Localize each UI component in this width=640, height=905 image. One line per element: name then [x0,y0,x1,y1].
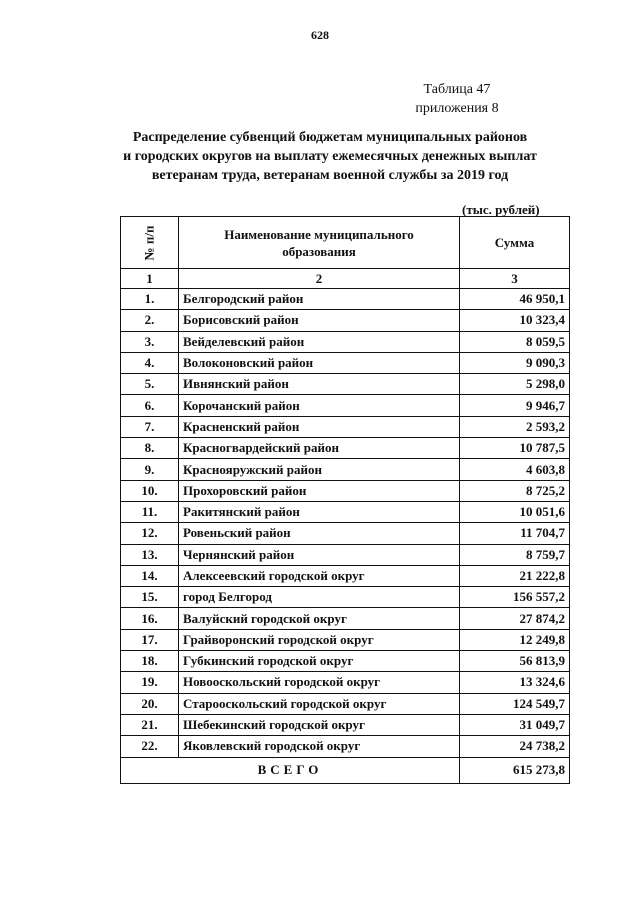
row-number: 8. [121,438,179,459]
total-row [121,757,570,783]
row-number: 4. [121,352,179,373]
row-sum: 156 557,2 [460,587,570,608]
row-number: 22. [121,736,179,757]
table-row [121,587,570,608]
row-name: Новооскольский городской округ [179,672,460,693]
row-sum: 11 704,7 [460,523,570,544]
row-name: Волоконовский район [179,352,460,373]
table-row [121,714,570,735]
column-index-row [121,269,570,289]
row-number: 14. [121,565,179,586]
header-name [179,217,460,269]
table-caption-appendix: приложения 8 [415,101,499,116]
row-number: 6. [121,395,179,416]
row-sum: 9 946,7 [460,395,570,416]
row-number: 17. [121,629,179,650]
table-row [121,693,570,714]
column-index: 2 [179,269,460,289]
table-row [121,608,570,629]
document-title-line: и городских округов на выплату ежемесячных денежных выплат [123,149,537,164]
row-name: Красненский район [179,416,460,437]
table-row [121,459,570,480]
table-row [121,565,570,586]
row-number: 10. [121,480,179,501]
row-number: 3. [121,331,179,352]
row-name: Вейделевский район [179,331,460,352]
row-sum: 12 249,8 [460,629,570,650]
table-row [121,310,570,331]
header-name-line: образования [282,243,356,259]
row-number: 5. [121,374,179,395]
row-name: город Белгород [179,587,460,608]
row-number: 11. [121,501,179,522]
document-title-line: ветеранам труда, ветеранам военной службы за 2019 год [151,168,509,183]
table-row [121,501,570,522]
row-name: Шебекинский городской округ [179,714,460,735]
row-name: Грайворонский городской округ [179,629,460,650]
row-sum: 5 298,0 [460,374,570,395]
row-sum: 8 725,2 [460,480,570,501]
table-row [121,331,570,352]
row-number: 13. [121,544,179,565]
table-row [121,523,570,544]
column-index: 3 [460,269,570,289]
row-name: Краснояружский район [179,459,460,480]
row-number: 2. [121,310,179,331]
row-sum: 10 051,6 [460,501,570,522]
subvention-table [120,216,570,784]
table-row [121,416,570,437]
row-name: Яковлевский городской округ [179,736,460,757]
total-sum: 615 273,8 [460,757,570,783]
row-name: Белгородский район [179,289,460,310]
row-sum: 21 222,8 [460,565,570,586]
row-name: Борисовский район [179,310,460,331]
row-name: Красногвардейский район [179,438,460,459]
row-name: Ивнянский район [179,374,460,395]
table-row [121,374,570,395]
document-title-line: Распределение субвенций бюджетам муниципальных районов [132,130,528,145]
row-name: Ровеньский район [179,523,460,544]
row-number: 18. [121,651,179,672]
row-sum: 31 049,7 [460,714,570,735]
row-number: 20. [121,693,179,714]
row-name: Чернянский район [179,544,460,565]
table-row [121,289,570,310]
units-label: (тыс. рублей) [462,202,540,217]
row-number: 19. [121,672,179,693]
row-number: 15. [121,587,179,608]
header-number-label: № п/п [141,225,157,260]
row-sum: 56 813,9 [460,651,570,672]
row-name: Валуйский городской округ [179,608,460,629]
row-sum: 24 738,2 [460,736,570,757]
table-row [121,651,570,672]
table-row [121,544,570,565]
table-caption-number: Таблица 47 [423,82,491,97]
row-number: 9. [121,459,179,480]
table-body [121,269,570,758]
row-number: 12. [121,523,179,544]
table-row [121,395,570,416]
column-index: 1 [121,269,179,289]
header-sum: Сумма [460,217,570,269]
table-row [121,629,570,650]
row-number: 1. [121,289,179,310]
row-sum: 10 787,5 [460,438,570,459]
row-sum: 4 603,8 [460,459,570,480]
row-sum: 8 759,7 [460,544,570,565]
row-sum: 46 950,1 [460,289,570,310]
table-row [121,736,570,757]
row-name: Прохоровский район [179,480,460,501]
row-name: Старооскольский городской округ [179,693,460,714]
row-number: 21. [121,714,179,735]
page-number: 628 [311,28,329,42]
row-name: Алексеевский городской округ [179,565,460,586]
row-number: 16. [121,608,179,629]
row-sum: 124 549,7 [460,693,570,714]
header-name-line: Наименование муниципального [224,226,414,242]
table-header-row [121,217,570,269]
row-number: 7. [121,416,179,437]
row-name: Губкинский городской округ [179,651,460,672]
table-row [121,480,570,501]
header-number [121,217,179,269]
total-label: ВСЕГО [121,757,460,783]
row-sum: 2 593,2 [460,416,570,437]
row-sum: 27 874,2 [460,608,570,629]
row-sum: 13 324,6 [460,672,570,693]
document-title [90,128,570,185]
row-name: Ракитянский район [179,501,460,522]
row-sum: 10 323,4 [460,310,570,331]
row-name: Корочанский район [179,395,460,416]
table-caption [412,80,502,118]
row-sum: 8 059,5 [460,331,570,352]
table-row [121,352,570,373]
table-row [121,438,570,459]
row-sum: 9 090,3 [460,352,570,373]
table-row [121,672,570,693]
